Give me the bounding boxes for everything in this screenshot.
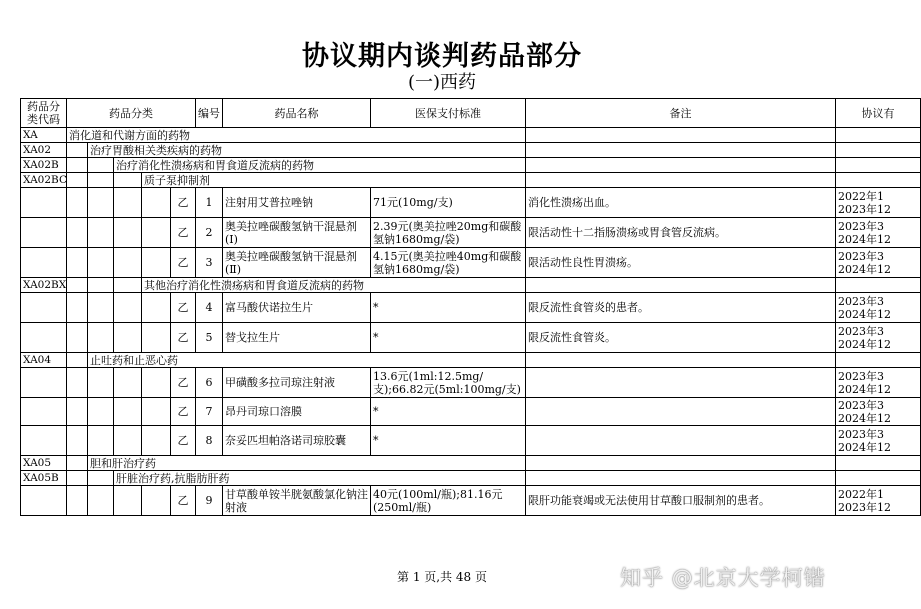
- indent-cell: [88, 248, 114, 278]
- indent-cell: [88, 188, 114, 218]
- indent-cell: [88, 426, 114, 456]
- category-row: [21, 278, 921, 293]
- indent-cell: [114, 248, 142, 278]
- drug-standard: 2.39元(奥美拉唑20mg和碳酸氢钠1680mg/袋): [371, 218, 526, 248]
- drug-number: 2: [196, 218, 223, 248]
- code-empty: [21, 218, 67, 248]
- drug-row: [21, 188, 921, 218]
- indent-cell: [67, 248, 88, 278]
- code-empty: [21, 398, 67, 426]
- drug-name: 奥美拉唑碳酸氢钠干混悬剂(Ⅱ): [223, 248, 371, 278]
- indent-cell: [142, 426, 171, 456]
- drug-grade: 乙: [171, 426, 196, 456]
- remark-empty: [526, 353, 836, 368]
- drug-row: [21, 293, 921, 323]
- category-code: XA05: [21, 456, 67, 471]
- period-line: 2024年12: [838, 307, 892, 321]
- period-line: 2023年3: [838, 219, 885, 233]
- period-line: 2024年12: [838, 262, 892, 276]
- indent-cell: [142, 486, 171, 516]
- remark-empty: [526, 128, 836, 143]
- indent-cell: [88, 471, 114, 486]
- drug-grade: 乙: [171, 218, 196, 248]
- remark-empty: [526, 456, 836, 471]
- period-empty: [836, 353, 921, 368]
- indent-cell: [88, 486, 114, 516]
- drug-grade: 乙: [171, 398, 196, 426]
- drug-number: 8: [196, 426, 223, 456]
- indent-cell: [142, 218, 171, 248]
- code-empty: [21, 248, 67, 278]
- indent-cell: [67, 323, 88, 353]
- indent-cell: [114, 188, 142, 218]
- category-row: [21, 158, 921, 173]
- drug-standard: *: [371, 323, 526, 353]
- indent-cell: [114, 426, 142, 456]
- period-line: 2023年12: [838, 202, 892, 216]
- category-label: 止吐药和止恶心药: [88, 353, 371, 368]
- page-title: 协议期内谈判药品部分: [302, 41, 582, 72]
- drug-period: [836, 218, 921, 248]
- standard-empty: [371, 158, 526, 173]
- period-line: 2022年1: [838, 487, 885, 501]
- period-empty: [836, 143, 921, 158]
- period-empty: [836, 471, 921, 486]
- drug-grade: 乙: [171, 323, 196, 353]
- header-name: 药品名称: [223, 99, 371, 128]
- table-header-row: [21, 99, 921, 128]
- drug-period: [836, 323, 921, 353]
- drug-name: 奥美拉唑碳酸氢钠干混悬剂(Ⅰ): [223, 218, 371, 248]
- header-period: 协议有: [836, 99, 921, 128]
- period-empty: [836, 456, 921, 471]
- drug-name: 昂丹司琼口溶膜: [223, 398, 371, 426]
- drug-table: [20, 98, 921, 516]
- page-subtitle: (一)西药: [407, 72, 477, 93]
- drug-name: 替戈拉生片: [223, 323, 371, 353]
- drug-row: [21, 398, 921, 426]
- code-empty: [21, 486, 67, 516]
- indent-cell: [88, 368, 114, 398]
- drug-remark: [526, 426, 836, 456]
- drug-period: [836, 486, 921, 516]
- remark-empty: [526, 143, 836, 158]
- category-row: [21, 173, 921, 188]
- drug-remark: 消化性溃疡出血。: [526, 188, 836, 218]
- period-empty: [836, 173, 921, 188]
- indent-cell: [114, 218, 142, 248]
- remark-empty: [526, 471, 836, 486]
- period-empty: [836, 158, 921, 173]
- drug-table-container[interactable]: [20, 98, 895, 514]
- indent-cell: [67, 278, 88, 293]
- indent-cell: [88, 278, 114, 293]
- drug-period: [836, 368, 921, 398]
- drug-grade: 乙: [171, 486, 196, 516]
- drug-name: 注射用艾普拉唑钠: [223, 188, 371, 218]
- standard-empty: [371, 278, 526, 293]
- indent-cell: [114, 398, 142, 426]
- standard-empty: [371, 471, 526, 486]
- drug-number: 1: [196, 188, 223, 218]
- indent-cell: [88, 173, 114, 188]
- period-line: 2024年12: [838, 411, 892, 425]
- indent-cell: [142, 248, 171, 278]
- period-line: 2024年12: [838, 382, 892, 396]
- period-line: 2023年3: [838, 398, 885, 412]
- standard-empty: [371, 128, 526, 143]
- drug-standard: *: [371, 398, 526, 426]
- drug-remark: 限反流性食管炎的患者。: [526, 293, 836, 323]
- remark-empty: [526, 173, 836, 188]
- category-code: XA02BC: [21, 173, 67, 188]
- period-line: 2023年3: [838, 324, 885, 338]
- category-label: 消化道和代谢方面的药物: [67, 128, 371, 143]
- category-code: XA02B: [21, 158, 67, 173]
- period-line: 2024年12: [838, 337, 892, 351]
- category-row: [21, 456, 921, 471]
- drug-grade: 乙: [171, 188, 196, 218]
- period-line: 2023年12: [838, 500, 892, 514]
- header-code: 药品分类代码: [21, 99, 67, 128]
- indent-cell: [88, 293, 114, 323]
- drug-period: [836, 398, 921, 426]
- drug-standard: *: [371, 293, 526, 323]
- period-line: 2023年3: [838, 369, 885, 383]
- drug-row: [21, 248, 921, 278]
- header-no: 编号: [196, 99, 223, 128]
- drug-grade: 乙: [171, 368, 196, 398]
- period-line: 2024年12: [838, 232, 892, 246]
- drug-number: 6: [196, 368, 223, 398]
- indent-cell: [114, 173, 142, 188]
- period-line: 2023年3: [838, 249, 885, 263]
- drug-number: 5: [196, 323, 223, 353]
- drug-standard: 13.6元(1ml:12.5mg/支);66.82元(5ml:100mg/支): [371, 368, 526, 398]
- drug-number: 7: [196, 398, 223, 426]
- drug-number: 9: [196, 486, 223, 516]
- drug-name: 富马酸伏诺拉生片: [223, 293, 371, 323]
- code-empty: [21, 188, 67, 218]
- indent-cell: [67, 368, 88, 398]
- drug-row: [21, 323, 921, 353]
- indent-cell: [67, 188, 88, 218]
- drug-grade: 乙: [171, 293, 196, 323]
- indent-cell: [88, 398, 114, 426]
- drug-standard: *: [371, 426, 526, 456]
- category-label: 治疗胃酸相关类疾病的药物: [88, 143, 371, 158]
- period-line: 2023年3: [838, 427, 885, 441]
- period-empty: [836, 278, 921, 293]
- drug-period: [836, 248, 921, 278]
- drug-remark: [526, 398, 836, 426]
- drug-row: [21, 486, 921, 516]
- standard-empty: [371, 173, 526, 188]
- drug-remark: 限活动性十二指肠溃疡或胃食管反流病。: [526, 218, 836, 248]
- indent-cell: [114, 486, 142, 516]
- indent-cell: [67, 398, 88, 426]
- drug-number: 3: [196, 248, 223, 278]
- indent-cell: [67, 353, 88, 368]
- page-footer: 第 1 页,共 48 页: [397, 570, 487, 584]
- period-line: 2024年12: [838, 440, 892, 454]
- indent-cell: [67, 173, 88, 188]
- drug-row: [21, 426, 921, 456]
- period-line: 2023年3: [838, 294, 885, 308]
- drug-standard: 40元(100ml/瓶);81.16元(250ml/瓶): [371, 486, 526, 516]
- category-code: XA: [21, 128, 67, 143]
- standard-empty: [371, 353, 526, 368]
- category-row: [21, 471, 921, 486]
- drug-grade: 乙: [171, 248, 196, 278]
- drug-number: 4: [196, 293, 223, 323]
- standard-empty: [371, 456, 526, 471]
- code-empty: [21, 426, 67, 456]
- indent-cell: [88, 323, 114, 353]
- remark-empty: [526, 158, 836, 173]
- drug-remark: 限肝功能衰竭或无法使用甘草酸口服制剂的患者。: [526, 486, 836, 516]
- indent-cell: [67, 218, 88, 248]
- category-row: [21, 143, 921, 158]
- category-code: XA02BX: [21, 278, 67, 293]
- indent-cell: [142, 323, 171, 353]
- drug-name: 甲磺酸多拉司琼注射液: [223, 368, 371, 398]
- indent-cell: [142, 368, 171, 398]
- indent-cell: [114, 293, 142, 323]
- drug-standard: 71元(10mg/支): [371, 188, 526, 218]
- category-label: 肝脏治疗药,抗脂肪肝药: [114, 471, 371, 486]
- drug-row: [21, 368, 921, 398]
- remark-empty: [526, 278, 836, 293]
- drug-row: [21, 218, 921, 248]
- drug-period: [836, 426, 921, 456]
- watermark: 知乎 @北京大学柯锴: [620, 566, 826, 590]
- header-remark: 备注: [526, 99, 836, 128]
- category-code: XA04: [21, 353, 67, 368]
- indent-cell: [88, 218, 114, 248]
- code-empty: [21, 368, 67, 398]
- indent-cell: [67, 471, 88, 486]
- category-code: XA02: [21, 143, 67, 158]
- indent-cell: [67, 486, 88, 516]
- code-empty: [21, 323, 67, 353]
- indent-cell: [67, 143, 88, 158]
- indent-cell: [142, 188, 171, 218]
- indent-cell: [114, 323, 142, 353]
- drug-standard: 4.15元(奥美拉唑40mg和碳酸氢钠1680mg/袋): [371, 248, 526, 278]
- header-category: 药品分类: [67, 99, 196, 128]
- category-row: [21, 128, 921, 143]
- indent-cell: [142, 398, 171, 426]
- indent-cell: [114, 368, 142, 398]
- indent-cell: [114, 278, 142, 293]
- indent-cell: [67, 158, 88, 173]
- drug-name: 甘草酸单铵半胱氨酸氯化钠注射液: [223, 486, 371, 516]
- drug-name: 奈妥匹坦帕洛诺司琼胶囊: [223, 426, 371, 456]
- header-standard: 医保支付标准: [371, 99, 526, 128]
- indent-cell: [142, 293, 171, 323]
- drug-period: [836, 188, 921, 218]
- indent-cell: [88, 158, 114, 173]
- standard-empty: [371, 143, 526, 158]
- category-label: 其他治疗消化性溃疡病和胃食道反流病的药物: [142, 278, 371, 293]
- category-row: [21, 353, 921, 368]
- category-code: XA05B: [21, 471, 67, 486]
- category-label: 质子泵抑制剂: [142, 173, 371, 188]
- category-label: 胆和肝治疗药: [88, 456, 371, 471]
- indent-cell: [67, 456, 88, 471]
- indent-cell: [67, 293, 88, 323]
- drug-remark: 限反流性食管炎。: [526, 323, 836, 353]
- period-empty: [836, 128, 921, 143]
- indent-cell: [67, 426, 88, 456]
- period-line: 2022年1: [838, 189, 885, 203]
- drug-period: [836, 293, 921, 323]
- drug-remark: [526, 368, 836, 398]
- drug-remark: 限活动性良性胃溃疡。: [526, 248, 836, 278]
- code-empty: [21, 293, 67, 323]
- category-label: 治疗消化性溃疡病和胃食道反流病的药物: [114, 158, 371, 173]
